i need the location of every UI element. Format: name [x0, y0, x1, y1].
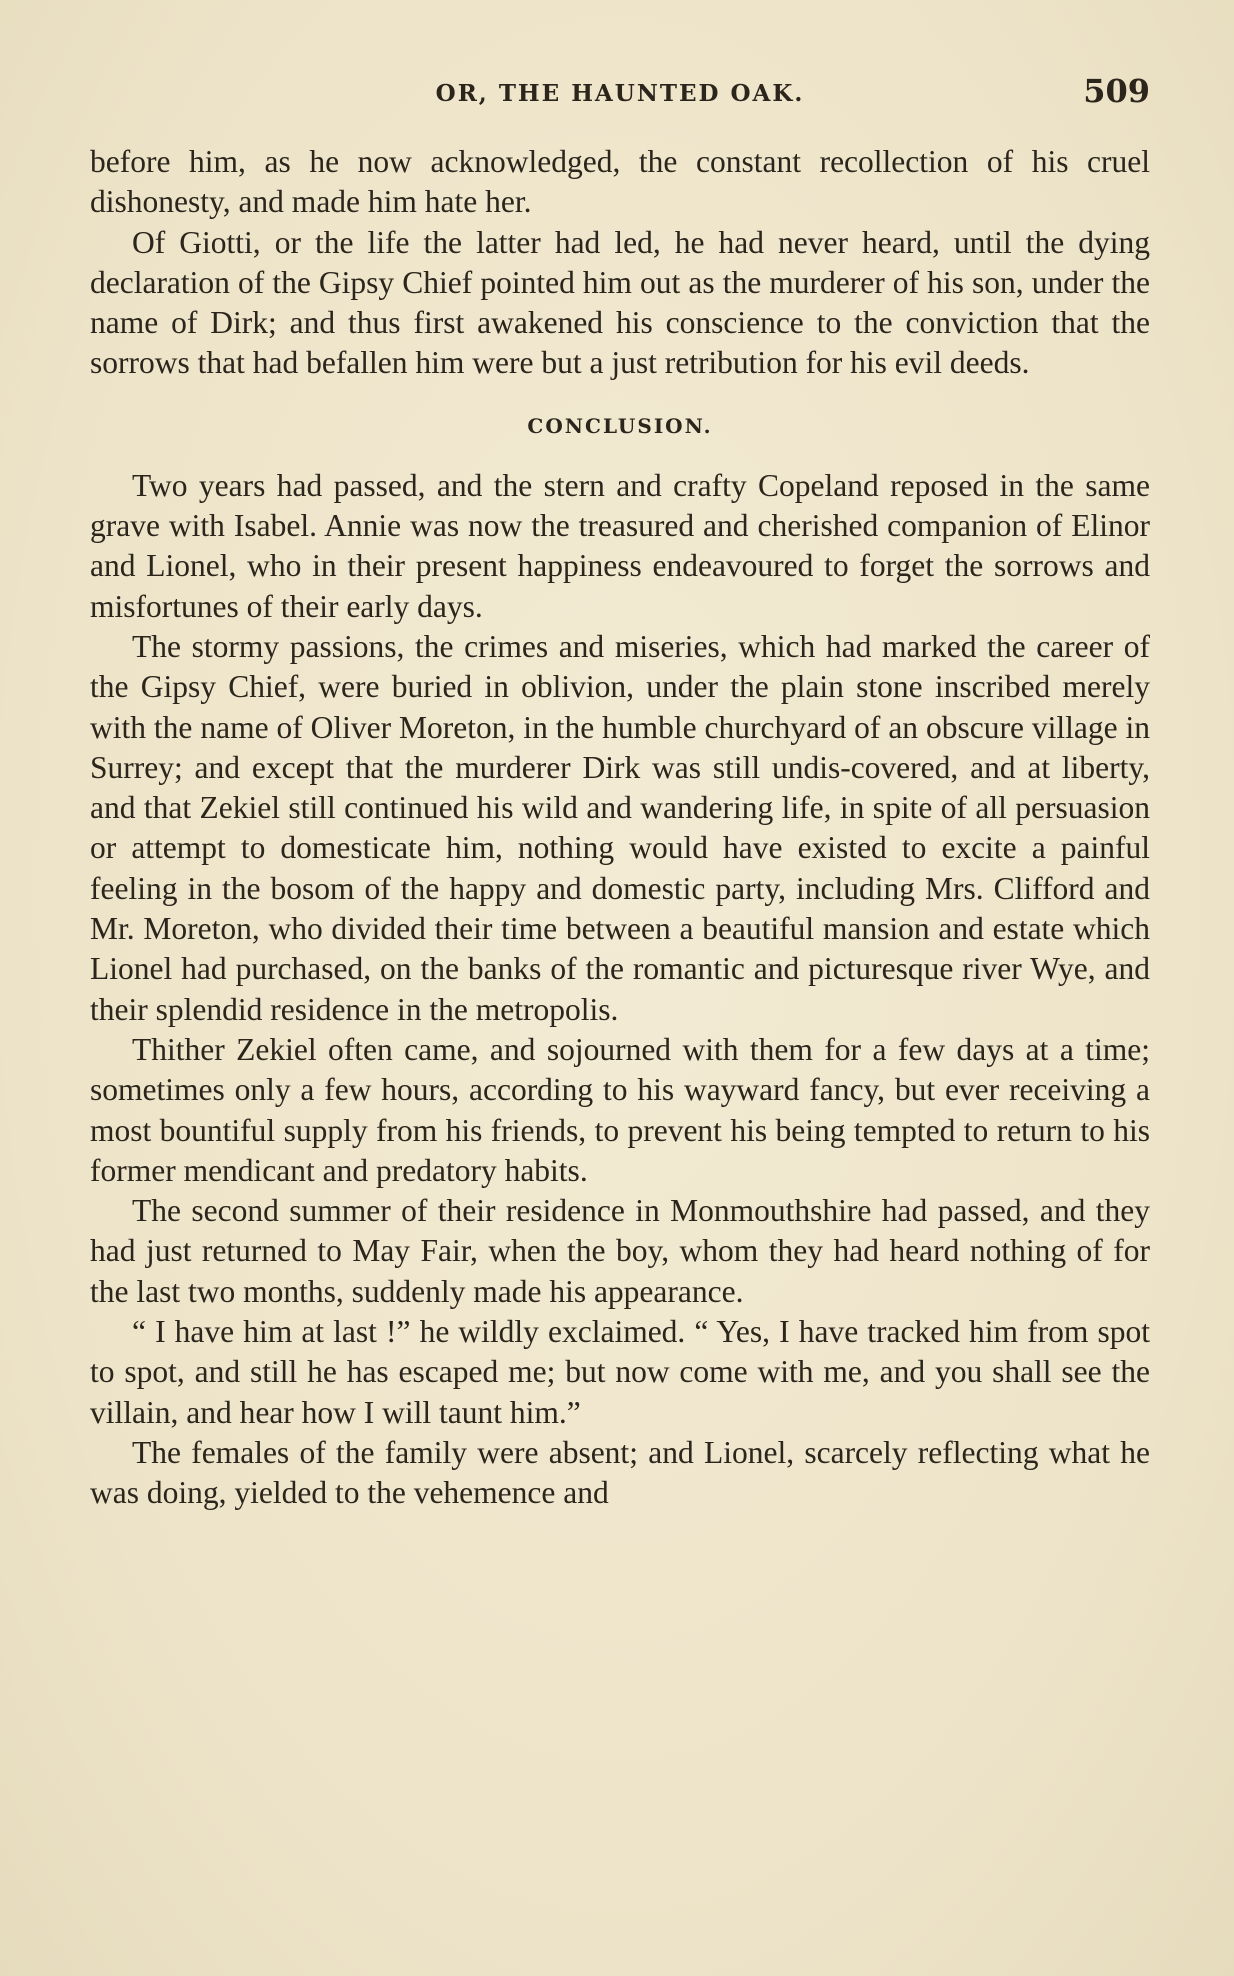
paragraph: The stormy passions, the crimes and miseries, which had marked the career of the Gipsy Chief, were buried in oblivion, under the plain stone inscribed merely with the name of Oliver Moreton, in the humble churchyard of an obscure village in Surrey; and except that the murderer Dirk was still undis-covered, and at liberty, and that Zekiel still continued his wild and wandering life, in spite of all persuasion or attempt to domesticate him, nothing would have existed to excite a painful feeling in the bosom of the happy and domestic party, including Mrs. Clifford and Mr. Moreton, who divided their time between a beautiful mansion and estate which Lionel had purchased, on the banks of the romantic and picturesque river Wye, and their splendid residence in the metropolis. — [90, 628, 1150, 1027]
paragraph: “ I have him at last !” he wildly exclaimed. “ Yes, I have tracked him from spot to spot, and still he has escaped me; but now come with me, and you shall see the villain, and hear how I will taunt him.” — [90, 1314, 1150, 1430]
paragraph: The females of the family were absent; and Lionel, scarcely reflecting what he was doing, yielded to the vehemence and — [90, 1434, 1150, 1511]
running-title: OR, THE HAUNTED OAK. — [435, 80, 805, 107]
running-head — [90, 72, 1150, 114]
paragraph: Two years had passed, and the stern and crafty Copeland reposed in the same grave with Isabel. Annie was now the treasured and cherished companion of Elinor and Lionel, who in their present happiness endeavoured to forget the sorrows and misfortunes of their early days. — [90, 467, 1150, 624]
page-number: 509 — [1083, 72, 1150, 110]
body-text — [90, 142, 1150, 1514]
paragraph: Thither Zekiel often came, and sojourned with them for a few days at a time; sometimes only a few hours, according to his wayward fancy, but ever receiving a most bountiful supply from his friends, to prevent his being tempted to return to his former mendicant and predatory habits. — [90, 1031, 1150, 1188]
paragraph: Of Giotti, or the life the latter had led, he had never heard, until the dying declaration of the Gipsy Chief pointed him out as the murderer of his son, under the name of Dirk; and thus first awakened his conscience to the conviction that the sorrows that had befallen him were but a just retribution for his evil deeds. — [90, 224, 1150, 381]
section-heading: CONCLUSION. — [527, 413, 713, 438]
paragraph: before him, as he now acknowledged, the constant recollection of his cruel dishonesty, and made him hate her. — [90, 144, 1150, 220]
paragraph: The second summer of their residence in Monmouthshire had passed, and they had just returned to May Fair, when the boy, whom they had heard nothing of for the last two months, suddenly made his appearance. — [90, 1193, 1150, 1309]
